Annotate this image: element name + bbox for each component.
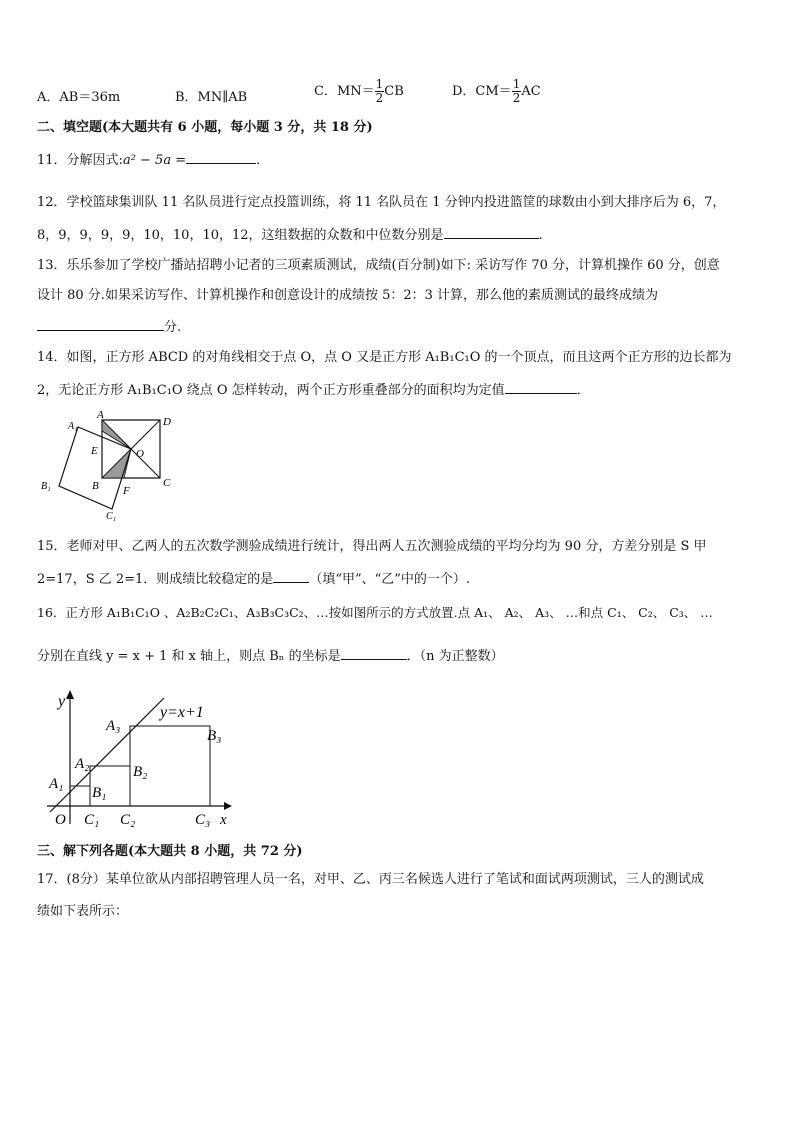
question-17-line2: 绩如下表所示：: [37, 904, 129, 919]
question-16-line1: 16．正方形 A₁B₁C₁O 、A₂B₂C₂C₁、A₃B₃C₃C₂、…按如图所示的方式放置.点 A₁、 A₂、 A₃、 …和点 C₁、 C₂、 C₃、 …: [37, 605, 713, 620]
label-e: E: [91, 445, 98, 457]
section-heading: 三、解下列各题(本大题共 8 小题，共 72 分): [37, 844, 303, 859]
answer-blank: [505, 381, 577, 394]
question-13-line2: 设计 80 分.如果采访写作、计算机操作和创意设计的成绩按 5：2：3 计算，那么他的素质测试的最终成绩为: [37, 288, 659, 303]
label-c1: C₁: [84, 812, 100, 828]
question-12-line2: 8，9，9，9，9，10，10，10，12，这组数据的众数和中位数分别是 .: [37, 228, 543, 243]
label-f: F: [123, 485, 130, 497]
answer-blank: [341, 647, 407, 660]
label-x: x: [220, 812, 227, 828]
label-b1: B₁: [92, 785, 107, 801]
option-a: A．AB＝36m: [37, 90, 121, 105]
label-d: D: [163, 416, 171, 428]
question-13-line3: 分.: [37, 318, 181, 337]
label-line: y=x+1: [160, 704, 204, 721]
label-b3: B₃: [207, 728, 222, 744]
line-y-eq-x-plus-1: [50, 698, 164, 812]
option-c: C．MN＝ $\frac{1}{2}$ CB: [314, 77, 404, 105]
label-c1: C₁: [106, 511, 117, 522]
question-16-line2: 分别在直线 y = x + 1 和 x 轴上，则点 Bₙ 的坐标是 ．（n 为正整数）: [37, 649, 504, 664]
fraction-half: $\frac{1}{2}$: [375, 77, 384, 105]
label-c3: C₃: [195, 812, 211, 828]
label-a3: A₃: [106, 718, 121, 734]
label-o: O: [136, 448, 144, 460]
label-a2: A₂: [75, 756, 90, 772]
answer-blank: [37, 318, 164, 331]
option-b: B．MN∥AB: [175, 90, 248, 105]
label-y: y: [58, 693, 66, 710]
question-15-line1: 15．老师对甲、乙两人的五次数学测验成绩进行统计，得出两人五次测验成绩的平均分均为 90 分，方差分别是 S 甲: [37, 539, 707, 554]
stacked-squares-figure: [44, 686, 244, 830]
answer-blank: [273, 570, 309, 583]
label-b: B: [92, 480, 99, 492]
option-d: D．CM＝ $\frac{1}{2}$ AC: [452, 77, 541, 105]
question-15-line2: 2=17，S 乙 2=1．则成绩比较稳定的是 （填“甲”、“乙”中的一个）.: [37, 572, 471, 587]
label-b1: B₁: [41, 481, 51, 492]
question-12-line1: 12．学校篮球集训队 11 名队员进行定点投篮训练，将 11 名队员在 1 分钟内投进篮筐的球数由小到大排序后为 6，7，: [37, 195, 726, 210]
label-c: C: [163, 477, 171, 489]
question-17-line1: 17．(8分）某单位欲从内部招聘管理人员一名，对甲、乙、丙三名候选人进行了笔试和面试两项测试，三人的测试成: [37, 872, 704, 887]
square-rotation-figure: [36, 408, 186, 523]
shaded-triangle-top: [102, 420, 131, 449]
y-axis-arrow: [66, 690, 74, 699]
label-o: O: [55, 812, 66, 828]
question-11: 11．分解因式:a² − 5a = ．: [37, 153, 270, 168]
label-c2: C₂: [120, 812, 136, 828]
fraction-half: $\frac{1}{2}$: [512, 77, 521, 105]
x-axis-arrow: [224, 802, 232, 810]
label-a1: A₁: [68, 421, 78, 432]
question-13-line1: 13．乐乐参加了学校广播站招聘小记者的三项素质测试，成绩(百分制)如下: 采访写作 70 分，计算机操作 60 分，创意: [37, 258, 720, 273]
section-heading: 二、填空题(本大题共有 6 小题，每小题 3 分，共 18 分): [37, 120, 373, 135]
label-a: A: [97, 409, 104, 421]
answer-blank: [186, 151, 256, 164]
label-a1: A₁: [49, 776, 64, 792]
question-14-line2: 2，无论正方形 A₁B₁C₁O 绕点 O 怎样转动，两个正方形重叠部分的面积均为定值 ．: [37, 383, 590, 398]
question-14-line1: 14．如图，正方形 ABCD 的对角线相交于点 O，点 O 又是正方形 A₁B₁C₁O 的一个顶点，而且这两个正方形的边长都为: [37, 350, 732, 365]
answer-blank: [444, 226, 539, 239]
label-b2: B₂: [133, 764, 148, 780]
